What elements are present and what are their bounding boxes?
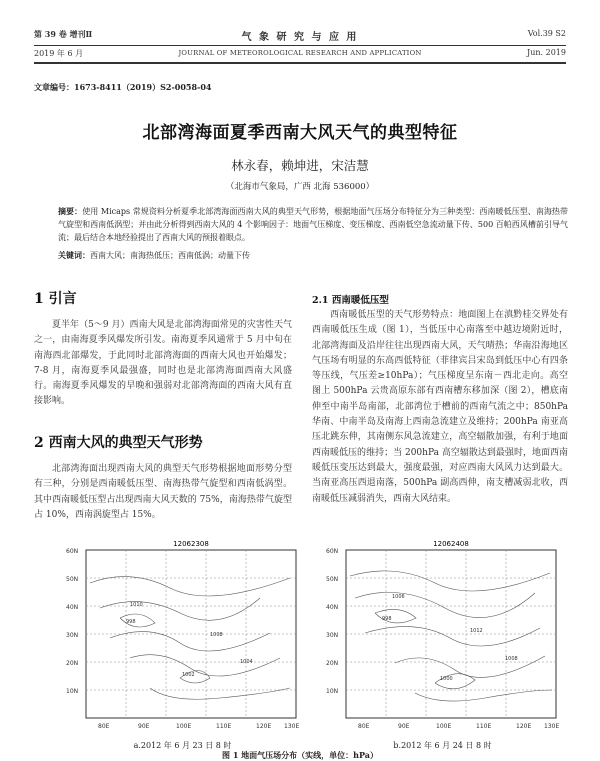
lon-label-b: 100E — [436, 723, 452, 730]
isobar-label-b: 998 — [382, 616, 392, 622]
paper-title: 北部湾海面夏季西南大风天气的典型特征 — [142, 123, 458, 143]
abstract-label: 摘要： — [58, 206, 83, 216]
lat-label-a: 60N — [66, 548, 79, 555]
lat-label-b: 30N — [326, 632, 339, 639]
date-en: Jun. 2019 — [527, 48, 566, 57]
section-2-heading: 2 西南大风的典型天气形势 — [34, 435, 203, 451]
lon-label-a: 90E — [138, 723, 150, 730]
header-rule-thick — [34, 62, 566, 64]
isobar-label-b: 1008 — [505, 656, 518, 662]
lon-label-a: 100E — [176, 723, 192, 730]
keywords-label: 关键词： — [58, 250, 90, 260]
lon-label-a: 110E — [216, 723, 232, 730]
section-2-paragraph: 北部湾海面出现西南大风的典型天气形势根据地面形势分型有三种，分别是西南暖低压型、南海热带气旋型和西南低涡型。其中西南暖低压型占出现西南大风天数的 75%，南海热带气旋型占 10%，西南涡旋型占 15%。 — [34, 464, 292, 520]
keywords — [58, 250, 568, 261]
article-id: 文章编号：1673-8411（2019）S2-0058-04 — [34, 82, 212, 92]
lat-label-b: 50N — [326, 576, 339, 583]
section-1-heading: 1 引言 — [34, 291, 77, 307]
figure-a — [60, 538, 305, 734]
journal-title-en: JOURNAL OF METEOROLOGICAL RESEARCH AND APPLICATION — [178, 49, 422, 57]
lon-label-a: 130E — [284, 723, 300, 730]
isobar-label-a: 1002 — [182, 672, 195, 678]
volume-issue: 第 39 卷 增刊Ⅱ — [34, 29, 93, 39]
isobar-label-b: 1006 — [392, 594, 405, 600]
lat-label-b: 10N — [326, 688, 339, 695]
lon-label-b: 80E — [358, 723, 370, 730]
keywords-text: 西南大风；南海热低压；西南低涡；动量下传 — [90, 251, 250, 260]
abstract — [58, 205, 568, 244]
isobar-label-a: 998 — [126, 619, 136, 625]
authors: 林永春，赖坤进，宋洁慧 — [231, 158, 369, 173]
lat-label-a: 20N — [66, 660, 79, 667]
map-a-time: 12062308 — [173, 540, 209, 548]
lat-label-b: 40N — [326, 604, 339, 611]
isobar-label-a: 1010 — [130, 602, 143, 608]
map-b-time: 12062408 — [433, 540, 469, 548]
lat-label-b: 20N — [326, 660, 339, 667]
lon-label-b: 130E — [544, 723, 560, 730]
figure-a-caption: a.2012 年 6 月 23 日 8 时 — [133, 741, 232, 750]
date-cn: 2019 年 6 月 — [34, 49, 84, 58]
lon-label-b: 110E — [476, 723, 492, 730]
header-rule-thin — [34, 45, 566, 46]
lat-label-a: 10N — [66, 688, 79, 695]
figure-1-caption: 图 1 地面气压场分布（实线，单位：hPa） — [222, 750, 378, 760]
lat-label-b: 60N — [326, 548, 339, 555]
lon-label-b: 120E — [516, 723, 532, 730]
isobar-label-b: 1000 — [440, 676, 453, 682]
section-1-paragraph: 夏半年（5～9 月）西南大风是北部湾海面常见的灾害性天气之一，由南海夏季风爆发所引发。南海夏季风通常于 5 月中旬在南海西北部爆发，于此同时北部湾海面的西南大风也开始爆发；7-8 月，南海夏季风最强盛，同时也是北部湾海面西南大风盛行。南海夏季风爆发的早晚和强弱对北部湾海面的西南大风有直接影响。 — [34, 320, 292, 407]
isobar-label-a: 1008 — [210, 632, 223, 638]
lon-label-a: 80E — [98, 723, 110, 730]
journal-title-cn: 气 象 研 究 与 应 用 — [241, 32, 359, 43]
section-2-1-paragraph: 西南暖低压型的天气形势特点：地面图上在滇黔桂交界处有西南暖低压生成（图 1），当低压中心南落至中越边境附近时，北部湾海面及沿岸往往出现西南大风，天气晴热；华南沿海地区气压场有明显的东高西低特征（菲律宾吕宋岛到低压中心有四条等压线，气压差≥10hPa）；气压梯度呈东南－西北走向。高空图上 500hPa 云贵高原东部有西南槽东移加深（图 2），槽底南伸至中南半岛南部，北部湾位于槽前的西南气流之中；850hPa 华南、中南半岛及南海上西南急流建立及维持；200hPa 南亚高压北跳东伸，其南侧东风急流建立，高空辐散加强，有利于地面西南暖低压的维持；当 200hPa 高空辐散达到最强时，地面西南暖低压变压达到最大，强度最强，对应西南大风风力达到最大。当南亚高压西退南落，500hPa 副高西伸，南支槽减弱北收，西南暖低压减弱消失，西南大风结束。 — [312, 310, 568, 504]
surface-pressure-map-b — [320, 538, 565, 734]
surface-pressure-map-a — [60, 538, 305, 734]
abstract-text: 使用 Micaps 常规资料分析夏季北部湾海面西南大风的典型天气形势，根据地面气压场分布特征分为三种类型：西南暖低压型、南海热带气旋型和西南低涡型；并由此分析得到西南大风的 4 个影响因子：地面气压梯度、变压梯度、西南低空急流动量下传、500 百帕西风槽前引导气流；最后结合本地经验提出了西南大风的预报着眼点。 — [58, 207, 568, 242]
lat-label-a: 50N — [66, 576, 79, 583]
isobar-label-a: 1004 — [240, 659, 253, 665]
figure-b-caption: b.2012 年 6 月 24 日 8 时 — [393, 741, 492, 750]
figure-b — [320, 538, 565, 734]
isobar-label-b: 1012 — [470, 628, 483, 634]
section-2-1-heading: 2.1 西南暖低压型 — [312, 295, 389, 306]
affiliation: （北海市气象局，广西 北海 536000） — [225, 182, 375, 192]
lon-label-a: 120E — [256, 723, 272, 730]
volume-en: Vol.39 S2 — [527, 29, 566, 38]
lon-label-b: 90E — [398, 723, 410, 730]
lat-label-a: 30N — [66, 632, 79, 639]
lat-label-a: 40N — [66, 604, 79, 611]
